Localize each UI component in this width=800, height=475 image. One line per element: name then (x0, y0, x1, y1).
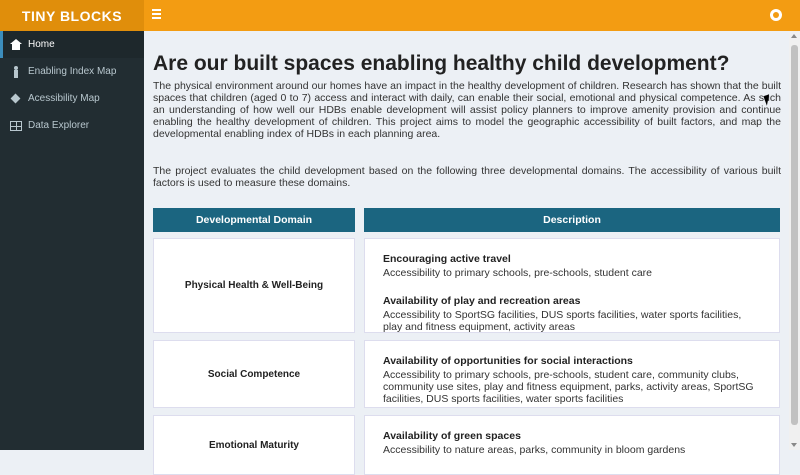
scrollbar[interactable] (789, 31, 800, 450)
sidebar-item-label: Home (28, 39, 55, 50)
scroll-down-arrow-icon[interactable] (791, 443, 797, 447)
main-content (144, 31, 789, 456)
top-navbar (144, 0, 800, 31)
item-description: Accessibility to primary schools, pre-schools, student care (383, 267, 653, 279)
sidebar-item-label: Acessibility Map (28, 93, 100, 104)
sidebar-item-home[interactable] (0, 31, 144, 58)
item-description: Accessibility to primary schools, pre-schools, student care, community clubs, community use sites, play and fitness equipment, parks, activity areas, SportSG facilities, DUS sports facilities, water sports facilities (383, 369, 754, 405)
page-title: Are our built spaces enabling healthy child development? (153, 52, 730, 75)
description-cell-physical (364, 238, 780, 333)
child-icon (10, 66, 22, 78)
item-description: Accessibility to SportSG facilities, DUS sports facilities, water sports facilities, play and fitness equipment, activity areas (383, 309, 742, 333)
table-header-description: Description (364, 208, 780, 232)
item-title: Encouraging active travel (383, 253, 511, 265)
hamburger-icon[interactable] (152, 7, 166, 23)
domains-paragraph: The project evaluates the child development based on the following three developmental domains. The accessibility of various built factors is used to measure these domains. (153, 165, 781, 189)
scroll-up-arrow-icon[interactable] (791, 34, 797, 38)
item-title: Availability of play and recreation areas (383, 295, 581, 307)
description-cell-emotional (364, 415, 780, 475)
domain-cell-physical: Physical Health & Well-Being (153, 238, 355, 333)
domain-cell-emotional: Emotional Maturity (153, 415, 355, 475)
app-logo[interactable]: TINY BLOCKS (0, 0, 144, 31)
sidebar-item-enabling-index-map[interactable] (0, 58, 144, 85)
table-icon (10, 120, 22, 132)
sidebar-item-data-explorer[interactable] (0, 112, 144, 139)
domain-cell-social: Social Competence (153, 340, 355, 408)
scrollbar-thumb[interactable] (791, 45, 798, 425)
sidebar-item-label: Enabling Index Map (28, 66, 117, 77)
diamond-icon (10, 93, 22, 105)
item-title: Availability of opportunities for social interactions (383, 355, 633, 367)
intro-paragraph: The physical environment around our homes have an impact in the healthy development of children. Research has shown that the built spaces that children (aged 0 to 7) access and interact with daily, can enable their social, emotional and physical competence. As such an understanding of how well our HDBs enable development will assist policy planners to improve amenity provision and continue enabling the healthy development of children. This project aims to model the geographic accessibility of built factors, and map the developmental enabling index of HDBs in each planning area. (153, 80, 781, 140)
sidebar (0, 31, 144, 450)
item-title: Availability of green spaces (383, 430, 521, 442)
github-icon[interactable] (770, 9, 782, 21)
item-description: Accessibility to nature areas, parks, community in bloom gardens (383, 444, 686, 456)
table-header-domain: Developmental Domain (153, 208, 355, 232)
home-icon (10, 39, 22, 51)
sidebar-item-accessibility-map[interactable] (0, 85, 144, 112)
description-cell-social (364, 340, 780, 408)
sidebar-item-label: Data Explorer (28, 120, 90, 131)
